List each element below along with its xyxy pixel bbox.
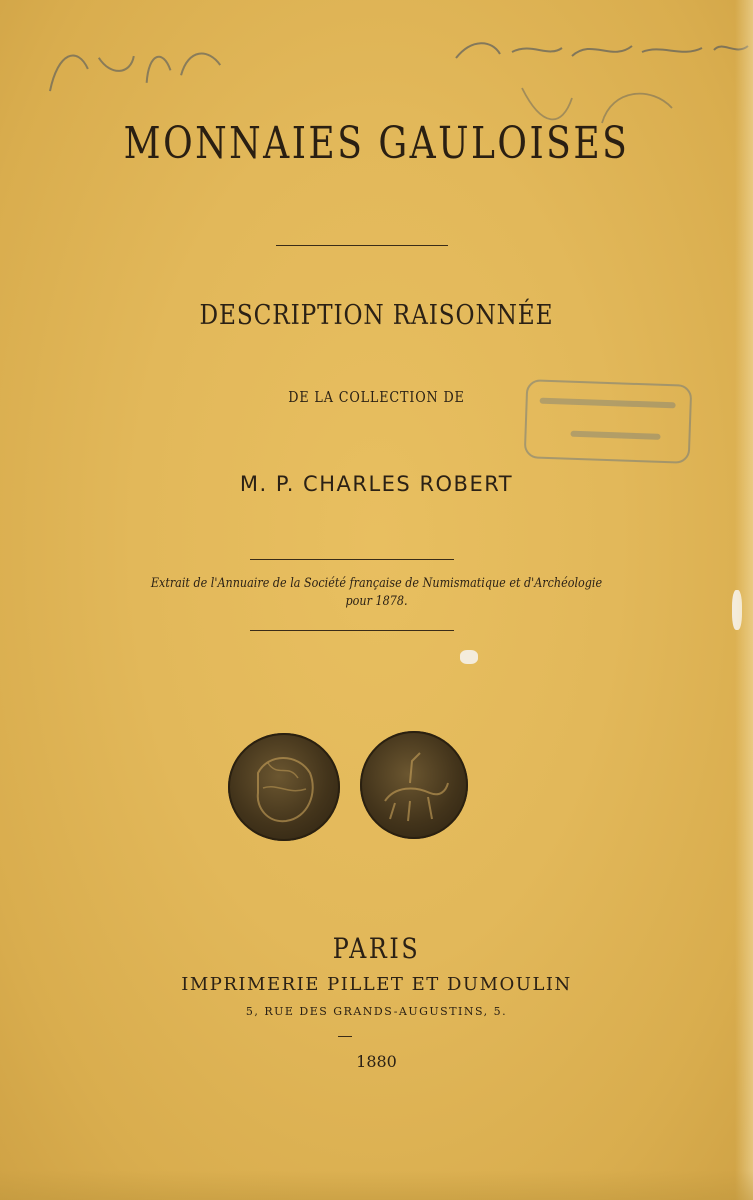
page-edge-bottom [0,1170,753,1200]
imprint-dash [338,1036,352,1037]
book-subtitle: DESCRIPTION RAISONNÉE [199,300,554,331]
paper-blot [460,650,478,664]
imprint-address: 5, RUE DES GRANDS-AUGUSTINS, 5. [245,1005,508,1018]
book-title: MONNAIES GAULOISES [123,118,630,169]
handwritten-note-top-left [37,24,233,110]
coin-head-motif [228,733,340,841]
extract-note [53,575,701,611]
page-edge-right [735,0,753,1200]
coin-reverse-image [360,731,468,839]
extract-line-1: Extrait de l'Annuaire de la Société française de Numismatique et d'Archéologie [150,576,603,591]
stamp-line-2 [570,431,660,440]
stamp-line-1 [540,398,676,409]
imprint-year: 1880 [356,1052,397,1071]
extract-rule-bottom [250,630,454,631]
coin-obverse-image [228,733,340,841]
author-name: M. P. CHARLES ROBERT [239,472,514,496]
library-stamp [524,379,693,464]
collection-line: DE LA COLLECTION DE [288,388,465,406]
coin-horseman-motif [360,731,468,839]
imprint-printer: IMPRIMERIE PILLET ET DUMOULIN [181,974,572,995]
handwritten-double-mark [37,24,232,104]
extract-rule-top [250,559,454,560]
title-rule [276,245,448,246]
extract-line-2: pour 1878. [345,594,408,609]
imprint-place: PARIS [332,932,421,965]
